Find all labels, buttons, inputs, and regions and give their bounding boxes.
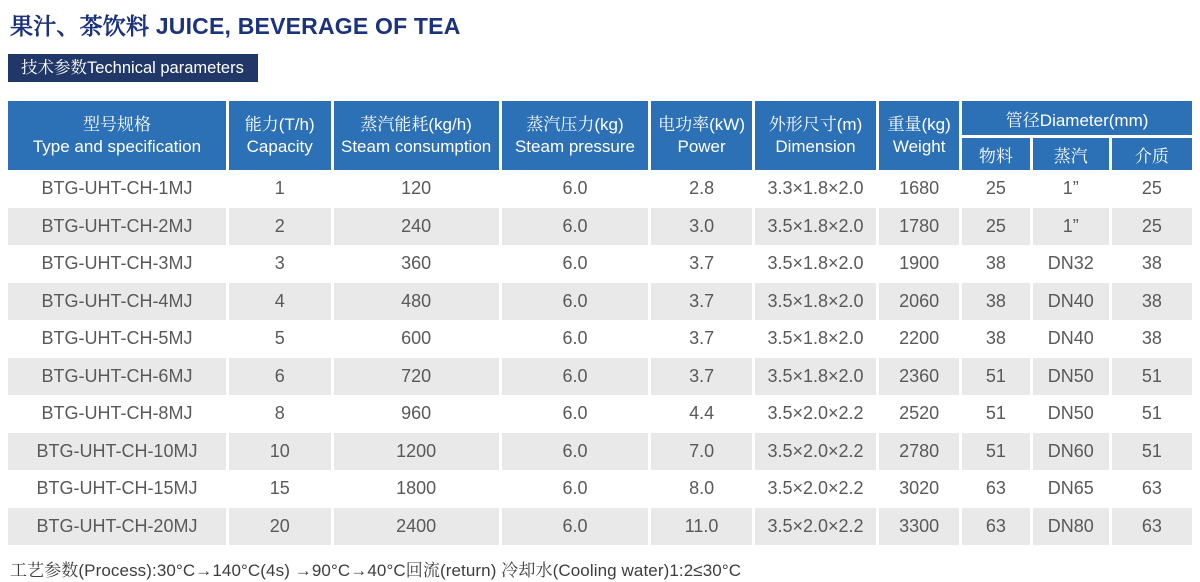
- value-cell: 1680: [879, 170, 959, 208]
- model-cell: BTG-UHT-CH-8MJ: [8, 395, 226, 433]
- value-cell: 3.7: [651, 320, 752, 358]
- value-cell: 360: [334, 245, 499, 283]
- value-cell: 6.0: [502, 358, 649, 396]
- value-cell: 120: [334, 170, 499, 208]
- value-cell: 4: [229, 283, 331, 321]
- value-cell: 8.0: [651, 470, 752, 508]
- value-cell: 2520: [879, 395, 959, 433]
- col-header-steam-consumption-en: Steam consumption: [340, 136, 492, 156]
- value-cell: 1”: [1033, 208, 1109, 246]
- table-row: [8, 245, 1192, 283]
- value-cell: 960: [334, 395, 499, 433]
- page-title: 果汁、茶饮料 JUICE, BEVERAGE OF TEA: [10, 13, 461, 39]
- col-header-diameter-steam: 蒸汽: [1033, 138, 1109, 170]
- value-cell: 3020: [879, 470, 959, 508]
- value-cell: 6.0: [502, 283, 649, 321]
- model-cell: BTG-UHT-CH-2MJ: [8, 208, 226, 246]
- table-body: [8, 170, 1192, 545]
- value-cell: 63: [962, 470, 1029, 508]
- value-cell: 240: [334, 208, 499, 246]
- value-cell: 51: [962, 433, 1029, 471]
- col-header-steam-pressure-en: Steam pressure: [514, 136, 635, 156]
- model-cell: BTG-UHT-CH-15MJ: [8, 470, 226, 508]
- value-cell: 2780: [879, 433, 959, 471]
- value-cell: 11.0: [651, 508, 752, 546]
- value-cell: 25: [962, 170, 1029, 208]
- value-cell: 63: [1112, 508, 1192, 546]
- col-header-type-en: Type and specification: [32, 136, 202, 156]
- value-cell: 3.5×1.8×2.0: [755, 283, 876, 321]
- value-cell: 5: [229, 320, 331, 358]
- value-cell: 6.0: [502, 170, 649, 208]
- col-header-steam-consumption-zh: 蒸汽能耗(kg/h): [360, 115, 472, 134]
- col-header-power: [651, 101, 752, 170]
- value-cell: 6.0: [502, 320, 649, 358]
- value-cell: DN32: [1033, 245, 1109, 283]
- value-cell: DN80: [1033, 508, 1109, 546]
- value-cell: 6.0: [502, 395, 649, 433]
- value-cell: 63: [1112, 470, 1192, 508]
- value-cell: 38: [962, 283, 1029, 321]
- value-cell: DN60: [1033, 433, 1109, 471]
- value-cell: 3: [229, 245, 331, 283]
- value-cell: 3.5×1.8×2.0: [755, 320, 876, 358]
- col-header-power-en: Power: [677, 136, 726, 156]
- value-cell: 3.5×2.0×2.2: [755, 470, 876, 508]
- col-header-type-zh: 型号规格: [82, 115, 151, 134]
- col-header-weight-en: Weight: [892, 136, 946, 156]
- table-row: [8, 508, 1192, 546]
- value-cell: 51: [962, 358, 1029, 396]
- value-cell: 600: [334, 320, 499, 358]
- value-cell: 3300: [879, 508, 959, 546]
- value-cell: 3.0: [651, 208, 752, 246]
- value-cell: 1900: [879, 245, 959, 283]
- value-cell: 3.7: [651, 245, 752, 283]
- value-cell: 3.7: [651, 283, 752, 321]
- table-row: [8, 470, 1192, 508]
- col-header-steam-pressure: [502, 101, 649, 170]
- value-cell: DN65: [1033, 470, 1109, 508]
- process-footnote: 工艺参数(Process):30°C→140°C(4s) →90°C→40°C回流(return) 冷却水(Cooling water)1:2≤30°C: [10, 561, 742, 580]
- col-header-power-zh: 电功率(kW): [658, 115, 746, 134]
- value-cell: 3.5×2.0×2.2: [755, 433, 876, 471]
- value-cell: 2360: [879, 358, 959, 396]
- col-header-type: [8, 101, 226, 170]
- table-row: [8, 170, 1192, 208]
- table-row: [8, 208, 1192, 246]
- value-cell: 1800: [334, 470, 499, 508]
- value-cell: 3.5×1.8×2.0: [755, 358, 876, 396]
- value-cell: 8: [229, 395, 331, 433]
- value-cell: 51: [1112, 395, 1192, 433]
- value-cell: DN40: [1033, 283, 1109, 321]
- value-cell: 6.0: [502, 208, 649, 246]
- value-cell: 1: [229, 170, 331, 208]
- value-cell: 3.7: [651, 358, 752, 396]
- value-cell: 38: [962, 320, 1029, 358]
- model-cell: BTG-UHT-CH-1MJ: [8, 170, 226, 208]
- value-cell: 6: [229, 358, 331, 396]
- value-cell: 2.8: [651, 170, 752, 208]
- value-cell: 38: [962, 245, 1029, 283]
- value-cell: 3.5×2.0×2.2: [755, 508, 876, 546]
- table-header: [8, 101, 1192, 170]
- value-cell: DN40: [1033, 320, 1109, 358]
- value-cell: 2400: [334, 508, 499, 546]
- col-header-dimension: [755, 101, 876, 170]
- col-header-weight: [879, 101, 959, 170]
- col-header-dimension-zh: 外形尺寸(m): [768, 115, 863, 134]
- value-cell: 38: [1112, 320, 1192, 358]
- value-cell: 25: [1112, 208, 1192, 246]
- value-cell: 3.5×1.8×2.0: [755, 245, 876, 283]
- value-cell: 6.0: [502, 433, 649, 471]
- value-cell: 7.0: [651, 433, 752, 471]
- model-cell: BTG-UHT-CH-10MJ: [8, 433, 226, 471]
- technical-parameters-table: [8, 101, 1192, 545]
- model-cell: BTG-UHT-CH-4MJ: [8, 283, 226, 321]
- model-cell: BTG-UHT-CH-20MJ: [8, 508, 226, 546]
- col-header-capacity-en: Capacity: [246, 136, 313, 156]
- value-cell: 1”: [1033, 170, 1109, 208]
- value-cell: 1200: [334, 433, 499, 471]
- col-header-steam-consumption: [334, 101, 499, 170]
- model-cell: BTG-UHT-CH-6MJ: [8, 358, 226, 396]
- value-cell: 2200: [879, 320, 959, 358]
- value-cell: 25: [1112, 170, 1192, 208]
- col-header-capacity-zh: 能力(T/h): [244, 115, 315, 134]
- value-cell: 6.0: [502, 470, 649, 508]
- value-cell: 3.5×2.0×2.2: [755, 395, 876, 433]
- value-cell: 4.4: [651, 395, 752, 433]
- value-cell: 6.0: [502, 245, 649, 283]
- value-cell: 2: [229, 208, 331, 246]
- value-cell: 3.5×1.8×2.0: [755, 208, 876, 246]
- value-cell: 51: [1112, 433, 1192, 471]
- col-header-diameter-medium: 介质: [1112, 138, 1192, 170]
- col-header-diameter-material: 物料: [962, 138, 1029, 170]
- value-cell: 20: [229, 508, 331, 546]
- value-cell: 3.3×1.8×2.0: [755, 170, 876, 208]
- value-cell: DN50: [1033, 358, 1109, 396]
- model-cell: BTG-UHT-CH-3MJ: [8, 245, 226, 283]
- col-header-diameter-group: 管径Diameter(mm): [962, 101, 1192, 135]
- value-cell: DN50: [1033, 395, 1109, 433]
- value-cell: 720: [334, 358, 499, 396]
- value-cell: 10: [229, 433, 331, 471]
- section-badge: 技术参数Technical parameters: [8, 54, 258, 82]
- value-cell: 1780: [879, 208, 959, 246]
- value-cell: 38: [1112, 283, 1192, 321]
- col-header-dimension-en: Dimension: [775, 136, 856, 156]
- model-cell: BTG-UHT-CH-5MJ: [8, 320, 226, 358]
- value-cell: 15: [229, 470, 331, 508]
- value-cell: 51: [1112, 358, 1192, 396]
- col-header-weight-zh: 重量(kg): [887, 115, 951, 134]
- table-row: [8, 395, 1192, 433]
- value-cell: 480: [334, 283, 499, 321]
- table-row: [8, 283, 1192, 321]
- table-row: [8, 320, 1192, 358]
- col-header-steam-pressure-zh: 蒸汽压力(kg): [526, 115, 624, 134]
- value-cell: 25: [962, 208, 1029, 246]
- table-row: [8, 433, 1192, 471]
- value-cell: 6.0: [502, 508, 649, 546]
- value-cell: 63: [962, 508, 1029, 546]
- col-header-capacity: [229, 101, 331, 170]
- value-cell: 38: [1112, 245, 1192, 283]
- value-cell: 2060: [879, 283, 959, 321]
- value-cell: 51: [962, 395, 1029, 433]
- table-row: [8, 358, 1192, 396]
